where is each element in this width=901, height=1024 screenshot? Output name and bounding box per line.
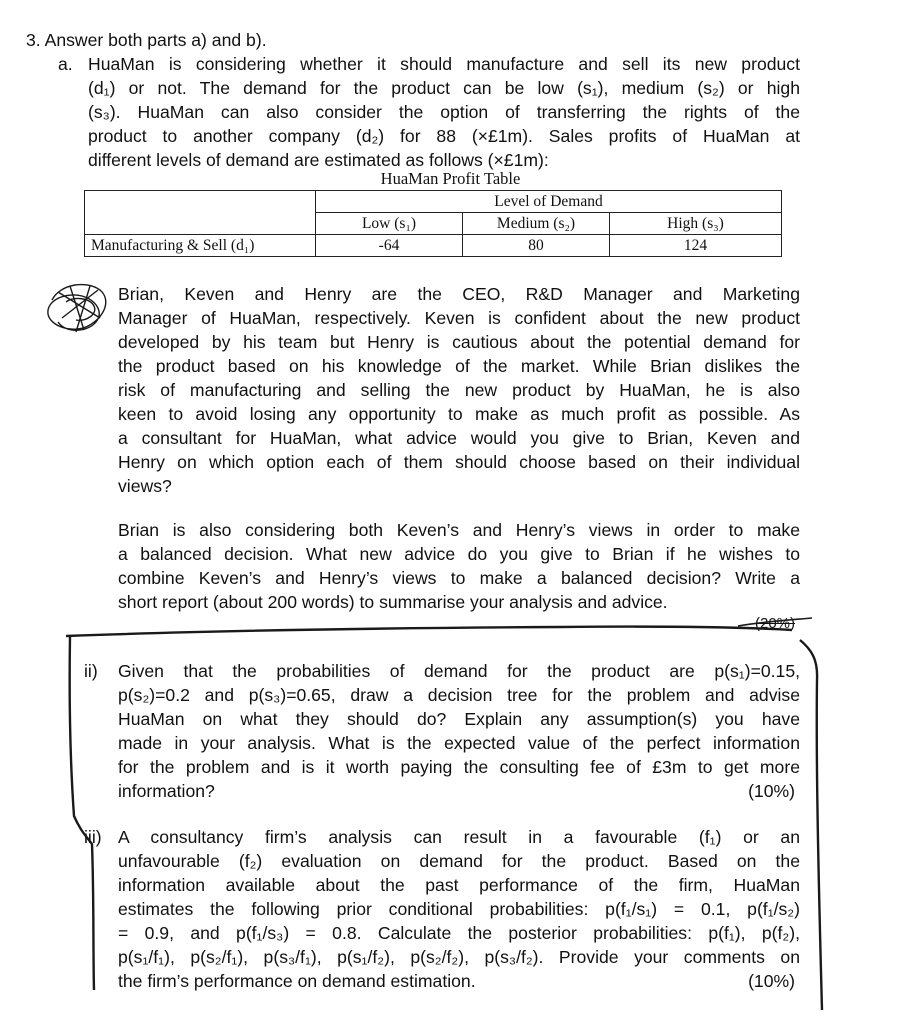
part-i-line: the product based on his knowledge of the market. While Brian dislikes the [118, 356, 800, 376]
scribble-mark [48, 285, 106, 332]
part-iii-line: information available about the past performance of the firm, HuaMan [118, 875, 800, 895]
part-i-line: a balanced decision. What new advice do you give to Brian if he wishes to [118, 544, 800, 564]
part-a-intro [88, 52, 800, 172]
part-ii-marks: (10%) [748, 781, 795, 801]
table-empty-corner [85, 191, 316, 213]
separator-line [66, 627, 792, 636]
part-i-line: combine Keven’s and Henry’s views to make a balanced decision? Write a [118, 568, 800, 588]
intro-line: HuaMan is considering whether it should manufacture and sell its new product [88, 54, 800, 74]
part-i-line: a consultant for HuaMan, what advice would you give to Brian, Keven and [118, 428, 800, 448]
part-ii-line: for the problem and is it worth paying the consulting fee of £3m to get more [118, 757, 800, 777]
part-i-line: Henry on which option each of them should choose based on their individual [118, 452, 800, 472]
part-i-marks-text: (20%) [754, 615, 795, 632]
part-i-marks [700, 612, 795, 636]
right-bracket-line [800, 640, 822, 1010]
cell-low: -64 [316, 235, 463, 257]
part-iii-line: p(s₁/f₁), p(s₂/f₁), p(s₃/f₁), p(s₁/f₂), p(s₂/f₂), p(s₃/f₂). Provide your comments on [118, 947, 800, 967]
part-i-paragraph-2 [118, 518, 800, 614]
col-header-low: Low (s₁) [316, 213, 463, 235]
profit-table [84, 190, 782, 257]
part-i-line: views? [118, 476, 172, 496]
part-i-line: Brian, Keven and Henry are the CEO, R&D Manager and Marketing [118, 284, 800, 304]
intro-line: different levels of demand are estimated as follows (×£1m): [88, 150, 549, 170]
part-i-line: Brian is also considering both Keven’s and Henry’s views in order to make [118, 520, 800, 540]
intro-line: product to another company (d₂) for 88 (×£1m). Sales profits of HuaMan at [88, 126, 800, 146]
question-heading: 3. Answer both parts a) and b). [26, 30, 267, 50]
table-header-row [85, 191, 782, 213]
table-group-header: Level of Demand [316, 191, 782, 213]
table-empty-corner-2 [85, 213, 316, 235]
part-ii-line: HuaMan on what they should do? Explain any assumption(s) you have [118, 709, 800, 729]
left-bracket-line [70, 636, 94, 990]
part-i-line: risk of manufacturing and selling the new product by HuaMan, he is also [118, 380, 800, 400]
part-ii-line: information? [118, 781, 215, 801]
col-header-medium: Medium (s₂) [463, 213, 610, 235]
part-i-line: Manager of HuaMan, respectively. Keven is confident about the new product [118, 308, 800, 328]
table-title: HuaMan Profit Table [380, 169, 521, 188]
intro-line: (d₁) or not. The demand for the product can be low (s₁), medium (s₂) or high [88, 78, 800, 98]
part-ii-line: Given that the probabilities of demand for the product are p(s₁)=0.15, [118, 661, 800, 681]
col-header-high: High (s₃) [610, 213, 782, 235]
part-ii-line: p(s₂)=0.2 and p(s₃)=0.65, draw a decision tree for the problem and advise [118, 685, 800, 705]
part-iii-line: unfavourable (f₂) evaluation on demand for the product. Based on the [118, 851, 800, 871]
part-i-line: keen to avoid losing any opportunity to make as much profit as possible. As [118, 404, 800, 424]
intro-line: (s₃). HuaMan can also consider the option of transferring the rights of the [88, 102, 800, 122]
part-i-line: developed by his team but Henry is cautious about the potential demand for [118, 332, 800, 352]
part-iii-line: A consultancy firm’s analysis can result in a favourable (f₁) or an [118, 827, 800, 847]
table-row [85, 235, 782, 257]
part-iii-line: estimates the following prior conditional probabilities: p(f₁/s₁) = 0.1, p(f₁/s₂) [118, 899, 800, 919]
part-iii-marks: (10%) [748, 971, 795, 991]
part-i-line: short report (about 200 words) to summarise your analysis and advice. [118, 592, 668, 612]
part-iii-line: = 0.9, and p(f₁/s₃) = 0.8. Calculate the posterior probabilities: p(f₁), p(f₂), [118, 923, 800, 943]
part-a-marker: a. [58, 54, 73, 74]
part-iii-marker: iii) [84, 827, 102, 847]
part-iii-line: the firm’s performance on demand estimation. [118, 971, 476, 991]
part-iii-text [118, 825, 800, 993]
part-ii-marker: ii) [84, 661, 98, 681]
table-subheader-row [85, 213, 782, 235]
cell-medium: 80 [463, 235, 610, 257]
part-i-paragraph-1 [118, 282, 800, 498]
part-ii-line: made in your analysis. What is the expected value of the perfect information [118, 733, 800, 753]
row-label: Manufacturing & Sell (d₁) [85, 235, 316, 257]
cell-high: 124 [610, 235, 782, 257]
